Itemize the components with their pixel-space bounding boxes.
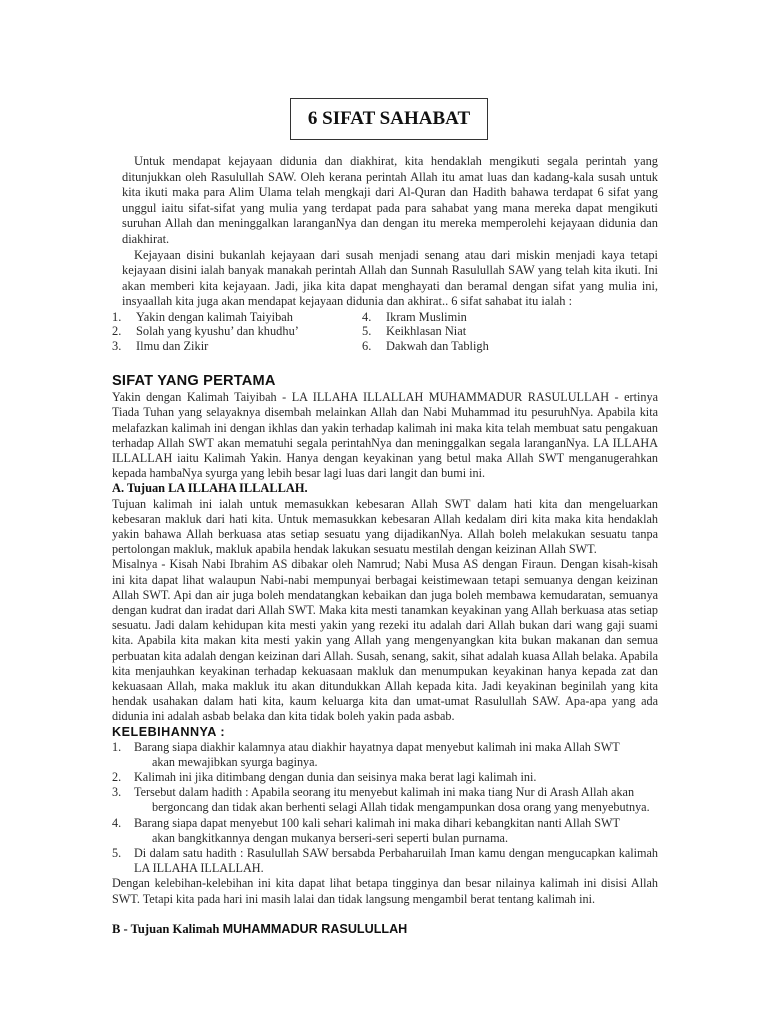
- list-item: 4. Barang siapa dapat menyebut 100 kali sehari kalimah ini maka dihari kebangkitan nanti Allah SWT akan bangkitkannya dengan mukanya berseri-seri seperti bulan purnama.: [112, 815, 621, 845]
- sifat-list: [112, 310, 658, 353]
- list-item: 3. Ilmu dan Zikir: [112, 338, 209, 353]
- list-item: 6. Dakwah dan Tabligh: [362, 338, 489, 353]
- list-item: 4. Ikram Muslimin: [362, 309, 467, 324]
- section-paragraph-1: Yakin dengan Kalimah Taiyibah - LA ILLAHA ILLALLAH MUHAMMADUR RASULULLAH - ertinya Tiada Tuhan yang selayaknya disembah melainkan Allah dan Nabi Muhammad itu pesuruhNya. Apabila kita melafazkan kalimah ini dengan ikhlas dan yakin terhadap kalimah ini maka kita telah membuat satu pengakuan terhadap Allah SWT akan mematuhi segala perintahNya dan meninggalkan segala laranganNya. LA ILLAHA ILLALLAH iaitu Kalimah Yakin. Hanya dengan keyakinan yang betul maka Allah SWT menganugerahkan kepada hambaNya syurga yang lebih besar lagi luas dari langit dan bumi ini.: [112, 390, 658, 481]
- section-paragraph-3: Misalnya - Kisah Nabi Ibrahim AS dibakar oleh Namrud; Nabi Musa AS dengan Firaun. Dengan kisah-kisah ini kita dapat lihat walaupun Nabi-nabi mempunyai berbagai keistimewaan tetapi semuanya dengan keizinan Allah SWT. Api dan air juga boleh mendatangkan kebaikan dan juga boleh membawa kemudaratan, semuanya dengan kudrat dan iradat dari Allah SWT. Maka kita mesti tanamkan keyakinan yang Allah berkuasa atas setiap sesuatu. Jadi dalam kehidupan kita mesti yakin yang rezeki itu adalah dari Allah bukan dari wang gaji suami kita. Apabila kita makan kita mesti yakin yang Allah yang mengenyangkan kita bukan makanan dan semua perbuatan kita adalah dengan keizinan dari Allah. Susah, senang, sakit, sihat adalah kuasa Allah belaka. Apabila kita menjauhkan keyakinan terhadap kekuasaan makluk dan menumpukan keyakinan hanya kepada zat dan kekuasaan Allah, maka makluk itu akan ditundukkan Allah kepada kita. Jadi keyakinan beginilah yang kita hendak usahakan dalam hati kita, kaum keluarga kita dan umat-umat Rasulullah SAW. Apa-apa yang ada didunia ini adalah asbab belaka dan kita tidak boleh yakin pada asbab.: [112, 557, 658, 724]
- intro-paragraph-2: Kejayaan disini bukanlah kejayaan dari susah menjadi senang atau dari miskin menjadi kaya tetapi kejayaan disini ialah banyak manakah perintah Allah dan Sunnah Rasulullah SAW yang telah kita ikuti. Ini akan memberi kita kejayaan. Jadi, jika kita dapat menghayati dan beramal dengan sifat yang mulia ini, insyaallah kita juga akan mendapat kejayaan didunia dan akhirat.. 6 sifat sahabat itu ialah :: [122, 247, 658, 309]
- intro-paragraph-1: Untuk mendapat kejayaan didunia dan diakhirat, kita hendaklah mengikuti segala perintah yang ditunjukkan oleh Rasulullah SAW. Oleh kerana perintah Allah itu amat luas dan kadang-kala susah untuk kita ikuti maka para Alim Ulama telah mengkaji dari Al-Quran dan Hadith bahawa terdapat 6 sifat yang unggul iaitu sifat-sifat yang mulia yang terdapat pada para sahabat yang mana mereka dapat mengikuti suruhan Allah dan meninggalkan laranganNya dan dengan itu mereka memperolehi kejayaan didunia dan diakhirat.: [122, 154, 658, 246]
- list-item: 5. Di dalam satu hadith : Rasulullah SAW bersabda Perbaharuilah Iman kamu dengan mengucapkan kalimah LA ILLAHA ILLALLAH.: [112, 846, 658, 876]
- section-paragraph-4: Dengan kelebihan-kelebihan ini kita dapat lihat betapa tingginya dan besar nilainya kalimah ini disisi Allah SWT. Tetapi kita pada hari ini masih lalai dan tidak langsung mengambil berat tentang kalimah ini.: [112, 876, 658, 906]
- intro-section: [122, 154, 658, 310]
- section-heading: SIFAT YANG PERTAMA: [112, 373, 276, 390]
- document-body: [112, 154, 658, 937]
- kelebihan-heading: KELEBIHANNYA :: [112, 724, 226, 739]
- benefits-list: [112, 740, 658, 877]
- document-title: 6 SIFAT SAHABAT: [290, 98, 488, 140]
- list-item: 2. Kalimah ini jika ditimbang dengan dunia dan seisinya maka berat lagi kalimah ini.: [112, 770, 537, 785]
- list-item: 2. Solah yang kyushu’ dan khudhu’: [112, 324, 299, 339]
- list-item: 1. Barang siapa diakhir kalamnya atau diakhir hayatnya dapat menyebut kalimah ini maka Allah SWT akan mewajibkan syurga baginya.: [112, 739, 620, 769]
- list-item: 3. Tersebut dalam hadith : Apabila seorang itu menyebut kalimah ini maka tiang Nur di Arash Allah akan bergoncang dan tidak akan berhenti selagi Allah tidak mengampunkan dosa orang yang menyebutnya.: [112, 785, 650, 815]
- list-item: 1. Yakin dengan kalimah Taiyibah: [112, 309, 293, 324]
- subheading-b: B - Tujuan Kalimah MUHAMMADUR RASULULLAH: [112, 921, 408, 936]
- list-item: 5. Keikhlasan Niat: [362, 324, 467, 339]
- subheading-a: A. Tujuan LA ILLAHA ILLALLAH.: [112, 481, 308, 496]
- section-paragraph-2: Tujuan kalimah ini ialah untuk memasukkan kebesaran Allah SWT dalam hati kita dan mengeluarkan kebesaran makluk dari hati kita. Untuk memasukkan kebesaran Allah kedalam diri kita maka kita hendaklah yakin bahawa Allah berkuasa atas setiap sesuatu yang dijadikanNya. Allah boleh melakukan sesuatu tanpa pertolongan makluk, makluk apabila hendak lakukan sesuatu mestilah dengan keizinan Allah SWT.: [112, 496, 658, 557]
